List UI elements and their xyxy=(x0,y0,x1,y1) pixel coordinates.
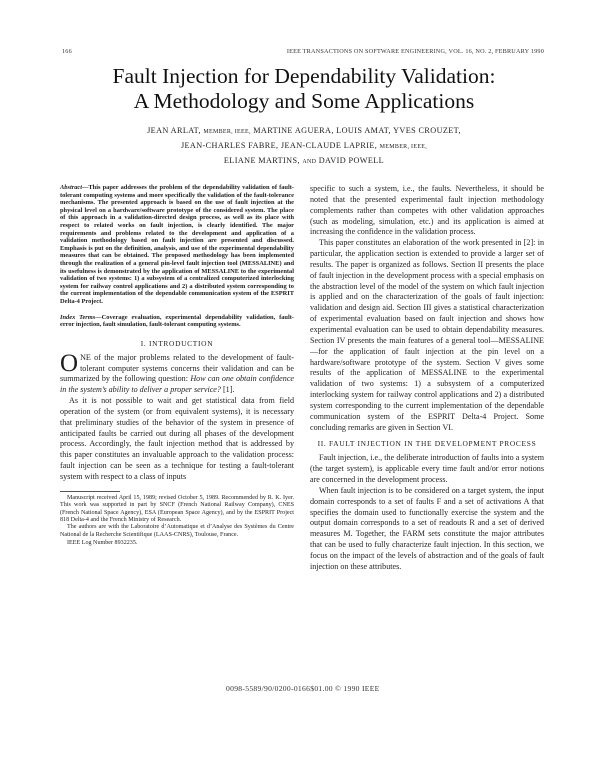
index-terms-text: Coverage evaluation, experimental dependability validation, fault-error injection, fault simulation, fault-tolerant computing systems. xyxy=(60,313,294,329)
abstract xyxy=(60,184,294,306)
footnote-affiliation: The authors are with the Laboratoire d’Automatique et d’Analyse des Systèmes du Centre National de la Recherche Scientifique (LAAS-CNRS), Toulouse, France. xyxy=(60,524,294,538)
paper-title xyxy=(40,64,568,114)
right-paragraph-3: Fault injection, i.e., the deliberate introduction of faults into a system (the target system), is applicable every time fault and/or error notions are concerned in the development process. xyxy=(310,453,544,485)
intro-paragraph-2: As it is not possible to wait and get statistical data from field operation of the system (or from equivalent systems), it is necessary that preliminary studies of the behavior of the system in presence of anticipated faults be carried out during all phases of the development process. Accordingly, the fault injection method that is addressed by this paper constitutes an invaluable approach to the validation process: fault injection can be seen as a technique for testing a fault-tolerant system with respect to a class of inputs xyxy=(60,396,294,481)
right-paragraph-4: When fault injection is to be considered on a target system, the input domain corresponds to a set of faults F and a set of activations A that specifies the domain used to functionally exercise the system and the output domain corresponds to a set of readouts R and a set of derived measures M. Together, the FARM sets constitute the major attributes that can be used to fully characterize fault injection. In this section, we focus on the impact of the levels of abstraction and of the goals of fault injection on these attributes. xyxy=(310,485,544,571)
title-line-1: Fault Injection for Dependability Validation: xyxy=(112,64,496,88)
author-line-2: JEAN-CHARLES FABRE, JEAN-CLAUDE LAPRIE, MEMBER, IEEE, xyxy=(180,141,428,150)
drop-cap: O xyxy=(60,349,79,377)
abstract-text: This paper addresses the problem of the dependability validation of fault-tolerant computing systems and more specifically the validation of the fault-tolerance mechanisms. The presented approach is based on the use of fault injection at the physical level on a hardware/software prototype of the considered system. The place of this approach in a validation-directed design process, as well as its place with respect to related works on fault injection, is clearly identified. The major requirements and problems related to the development and application of a validation methodology based on fault injection are presented and discussed. Emphasis is put on the definition, analysis, and use of the experimental dependability measures that can be obtained. The proposed methodology has been implemented through the realization of a general pin-level fault injection tool (MESSALINE) and its usefulness is demonstrated by the application of MESSALINE to the experimental validation of two systems: 1) a subsystem of a centralized computerized interlocking system for railway control applications and 2) a distributed system corresponding to the current implementation of the dependable communication system of the ESPRIT Delta-4 Project. xyxy=(60,184,294,305)
section-heading-fault-injection: II. FAULT INJECTION IN THE DEVELOPMENT PROCESS xyxy=(317,439,537,449)
author-line-1: JEAN ARLAT, MEMBER, IEEE, MARTINE AGUERA, LOUIS AMAT, YVES CROUZET, xyxy=(147,126,461,135)
footnote-rule xyxy=(60,491,120,492)
intro-paragraph-1: ONE of the major problems related to the development of fault-tolerant computer systems concerns their validation and can be summarized by the following question: How can one obtain confidence in the system’s ability to deliver a proper service? [1]. xyxy=(60,349,295,395)
key-question: How can one obtain confidence in the system’s ability to deliver a proper service? xyxy=(60,374,295,395)
right-paragraph-1: specific to such a system, i.e., the faults. Nevertheless, it should be noted that the presented experimental fault injection methodology complements rather than competes with other validation approaches (such as modeling, simulation, etc.) and its application is aimed at increasing the confidence in the validation process. xyxy=(310,184,544,237)
title-line-2: A Methodology and Some Applications xyxy=(133,89,475,113)
section-heading-introduction: I. INTRODUCTION xyxy=(140,338,214,348)
index-terms xyxy=(60,314,294,329)
footnote-ieee-log: IEEE Log Number 8932235. xyxy=(67,540,138,547)
abstract-lead: Abstract— xyxy=(60,184,89,191)
index-terms-lead: Index Terms— xyxy=(60,313,102,321)
author-list xyxy=(96,124,512,169)
right-column xyxy=(310,184,544,573)
right-paragraph-2: This paper constitutes an elaboration of the work presented in [2]: in particular, the application section is extended to provide a larger set of results. The paper is organized as follows. Section II presents the place of fault injection in the development process with a special emphasis on the abstraction level of the model of the system on which fault injection is applied and on the characterization of the goals of fault injection: validation and design aid. Section III gives a statistical characterization of experimental evaluation based on fault injection and shows how experimental evaluation can be used to obtain dependability measures. Section IV presents the main features of a general tool—MESSALINE—for the application of fault injection at the pin level on a hardware/software prototype of the system. Section V gives some results of the application of MESSALINE to the experimental validation of two systems: 1) a subsystem of a computerized interlocking system for railway control applications and 2) a distributed system corresponding to the current implementation of the dependable communication system of the ESPRIT Delta-4 Project. Some concluding remarks are given in Section VI. xyxy=(310,238,544,432)
journal-header: IEEE TRANSACTIONS ON SOFTWARE ENGINEERING, VOL. 16, NO. 2, FEBRUARY 1990 xyxy=(286,48,544,55)
copyright-footer: 0098-5589/90/0200-0166$01.00 © 1990 IEEE xyxy=(226,684,380,693)
running-header xyxy=(62,48,544,58)
page-number: 166 xyxy=(62,48,72,55)
left-column xyxy=(60,184,294,548)
author-line-3: ELIANE MARTINS, AND DAVID POWELL xyxy=(223,156,385,165)
footnote-manuscript: Manuscript received April 15, 1989; revised October 5, 1989. Recommended by R. K. Iyer. This work was supported in part by SNCF (French National Railway Company), CNES (French National Space Agency), ESA (European Space Agency), and by the ESPRIT Project 818 Delta-4 and the French Ministry of Research. xyxy=(60,494,294,524)
